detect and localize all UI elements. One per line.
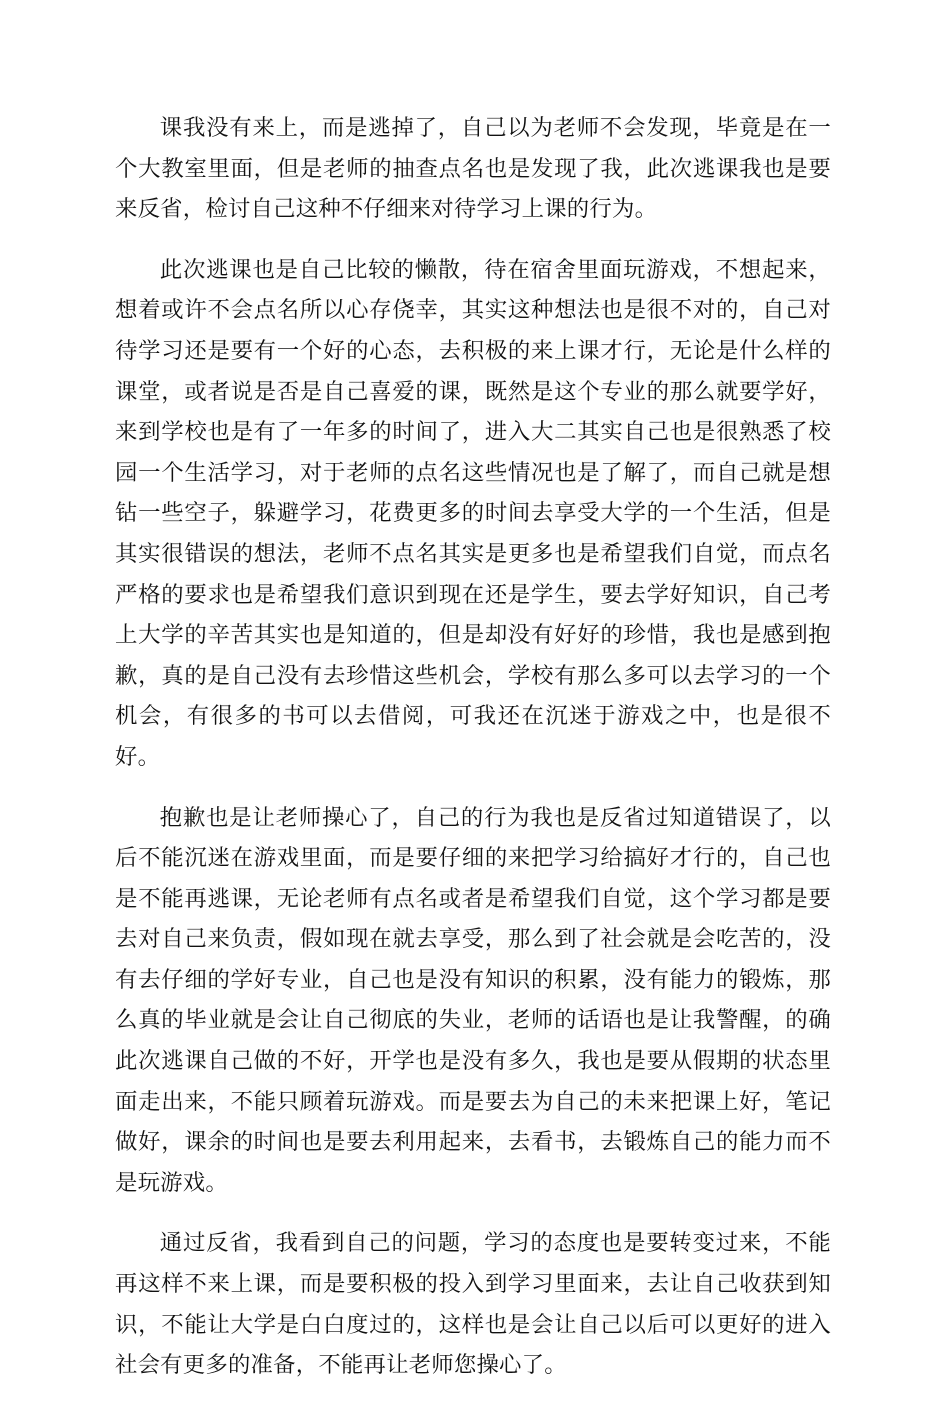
paragraph-4: 通过反省，我看到自己的问题，学习的态度也是要转变过来，不能再这样不来上课，而是要积极的投入到学习里面来，去让自己收获到知识，不能让大学是白白度过的，这样也是会让自己以后可以更好的进入社会有更多的准备，不能再让老师您操心了。 [115,1230,831,1379]
paragraph-2: 此次逃课也是自己比较的懒散，待在宿舍里面玩游戏，不想起来，想着或许不会点名所以心存侥幸，其实这种想法也是很不对的，自己对待学习还是要有一个好的心态，去积极的来上课才行，无论是什么样的课堂，或者说是否是自己喜爱的课，既然是这个专业的那么就要学好，来到学校也是有了一年多的时间了，进入大二其实自己也是很熟悉了校园一个生活学习，对于老师的点名这些情况也是了解了，而自己就是想钻一些空子，躲避学习，花费更多的时间去享受大学的一个生活，但是其实很错误的想法，老师不点名其实是更多也是希望我们自觉，而点名严格的要求也是希望我们意识到现在还是学生，要去学好知识，自己考上大学的辛苦其实也是知道的，但是却没有好好的珍惜，我也是感到抱歉，真的是自己没有去珍惜这些机会，学校有那么多可以去学习的一个机会，有很多的书可以去借阅，可我还在沉迷于游戏之中，也是很不好。 [115,256,831,770]
paragraph-1: 课我没有来上，而是逃掉了，自己以为老师不会发现，毕竟是在一个大教室里面，但是老师的抽查点名也是发现了我，此次逃课我也是要来反省，检讨自己这种不仔细来对待学习上课的行为。 [115,115,831,223]
document-body [115,108,831,1406]
paragraph-3: 抱歉也是让老师操心了，自己的行为我也是反省过知道错误了，以后不能沉迷在游戏里面，而是要仔细的来把学习给搞好才行的，自己也是不能再逃课，无论老师有点名或者是希望我们自觉，这个学习都是要去对自己来负责，假如现在就去享受，那么到了社会就是会吃苦的，没有去仔细的学好专业，自己也是没有知识的积累，没有能力的锻炼，那么真的毕业就是会让自己彻底的失业，老师的话语也是让我警醒，的确此次逃课自己做的不好，开学也是没有多久，我也是要从假期的状态里面走出来，不能只顾着玩游戏。而是要去为自己的未来把课上好，笔记做好，课余的时间也是要去利用起来，去看书，去锻炼自己的能力而不是玩游戏。 [115,804,831,1196]
